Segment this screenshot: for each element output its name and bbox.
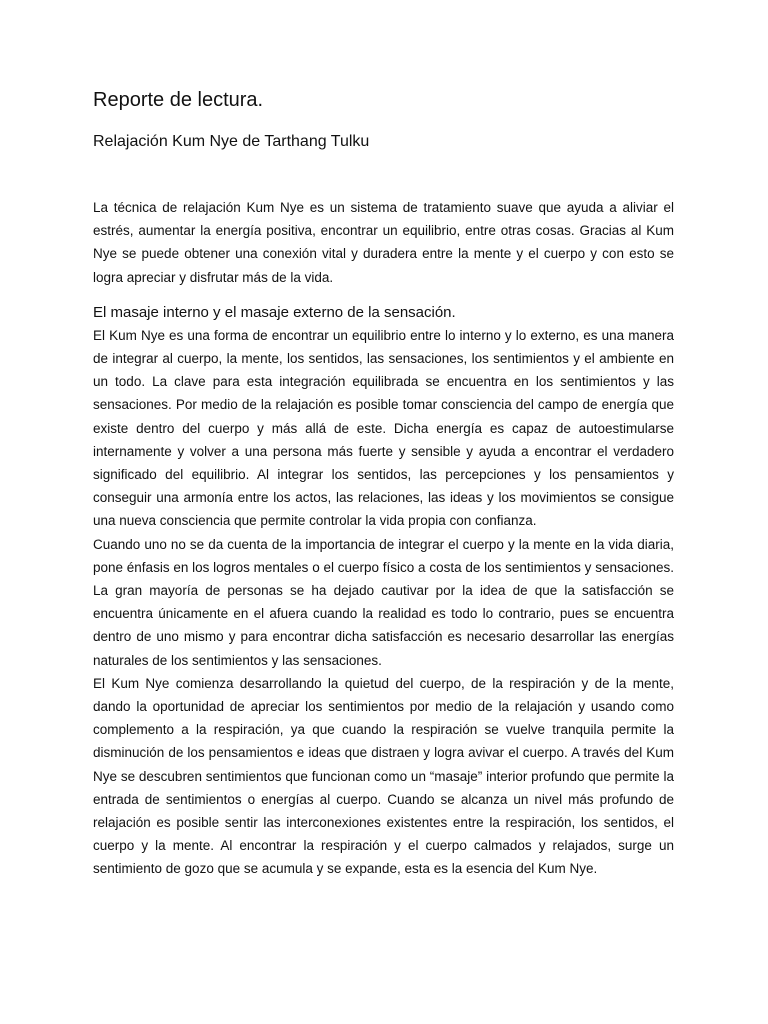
- section-heading: El masaje interno y el masaje externo de la sensación.: [93, 303, 456, 321]
- document-title: Reporte de lectura.: [93, 89, 264, 111]
- document-page: [93, 88, 674, 881]
- intro-paragraph: La técnica de relajación Kum Nye es un sistema de tratamiento suave que ayuda a aliviar el estrés, aumentar la energía positiva, encontrar un equilibrio, entre otras cosas. Gracias al Kum Nye se puede obtener una conexión vital y duradera entre la mente y el cuerpo y con esto se logra apreciar y disfrutar más de la vida.: [93, 200, 674, 285]
- document-subtitle: Relajación Kum Nye de Tarthang Tulku: [93, 133, 370, 150]
- body-paragraph-2: Cuando uno no se da cuenta de la importancia de integrar el cuerpo y la mente en la vida diaria, pone énfasis en los logros mentales o el cuerpo físico a costa de los sentimientos y sensaciones. La gran mayoría de personas se ha dejado cautivar por la idea de que la satisfacción se encuentra únicamente en el afuera cuando la realidad es todo lo contrario, pues se encuentra dentro de uno mismo y para encontrar dicha satisfacción es necesario desarrollar las energías naturales de los sentimientos y las sensaciones.: [93, 536, 674, 668]
- body-paragraph-3: El Kum Nye comienza desarrollando la quietud del cuerpo, de la respiración y de la mente, dando la oportunidad de apreciar los sentimientos por medio de la relajación y usando como complemento a la respiración, ya que cuando la respiración se vuelve tranquila permite la disminución de los pensamientos e ideas que distraen y logra avivar el cuerpo. A través del Kum Nye se descubren sentimientos que funcionan como un “masaje” interior profundo que permite la entrada de sentimientos o energías al cuerpo. Cuando se alcanza un nivel más profundo de relajación es posible sentir las interconexiones existentes entre la respiración, los sentidos, el cuerpo y la mente. Al encontrar la respiración y el cuerpo calmados y relajados, surge un sentimiento de gozo que se acumula y se expande, esta es la esencia del Kum Nye.: [93, 675, 674, 877]
- body-paragraph-1: El Kum Nye es una forma de encontrar un equilibrio entre lo interno y lo externo, es una manera de integrar al cuerpo, la mente, los sentidos, las sensaciones, los sentimientos y el ambiente en un todo. La clave para esta integración equilibrada se encuentra en los sentimientos y las sensaciones. Por medio de la relajación es posible tomar consciencia del campo de energía que existe dentro del cuerpo y más allá de este. Dicha energía es capaz de autoestimularse internamente y volver a una persona más fuerte y sensible y ayuda a encontrar el verdadero significado del equilibrio. Al integrar los sentidos, las percepciones y los pensamientos y conseguir una armonía entre los actos, las relaciones, las ideas y los movimientos se consigue una nueva consciencia que permite controlar la vida propia con confianza.: [93, 327, 674, 529]
